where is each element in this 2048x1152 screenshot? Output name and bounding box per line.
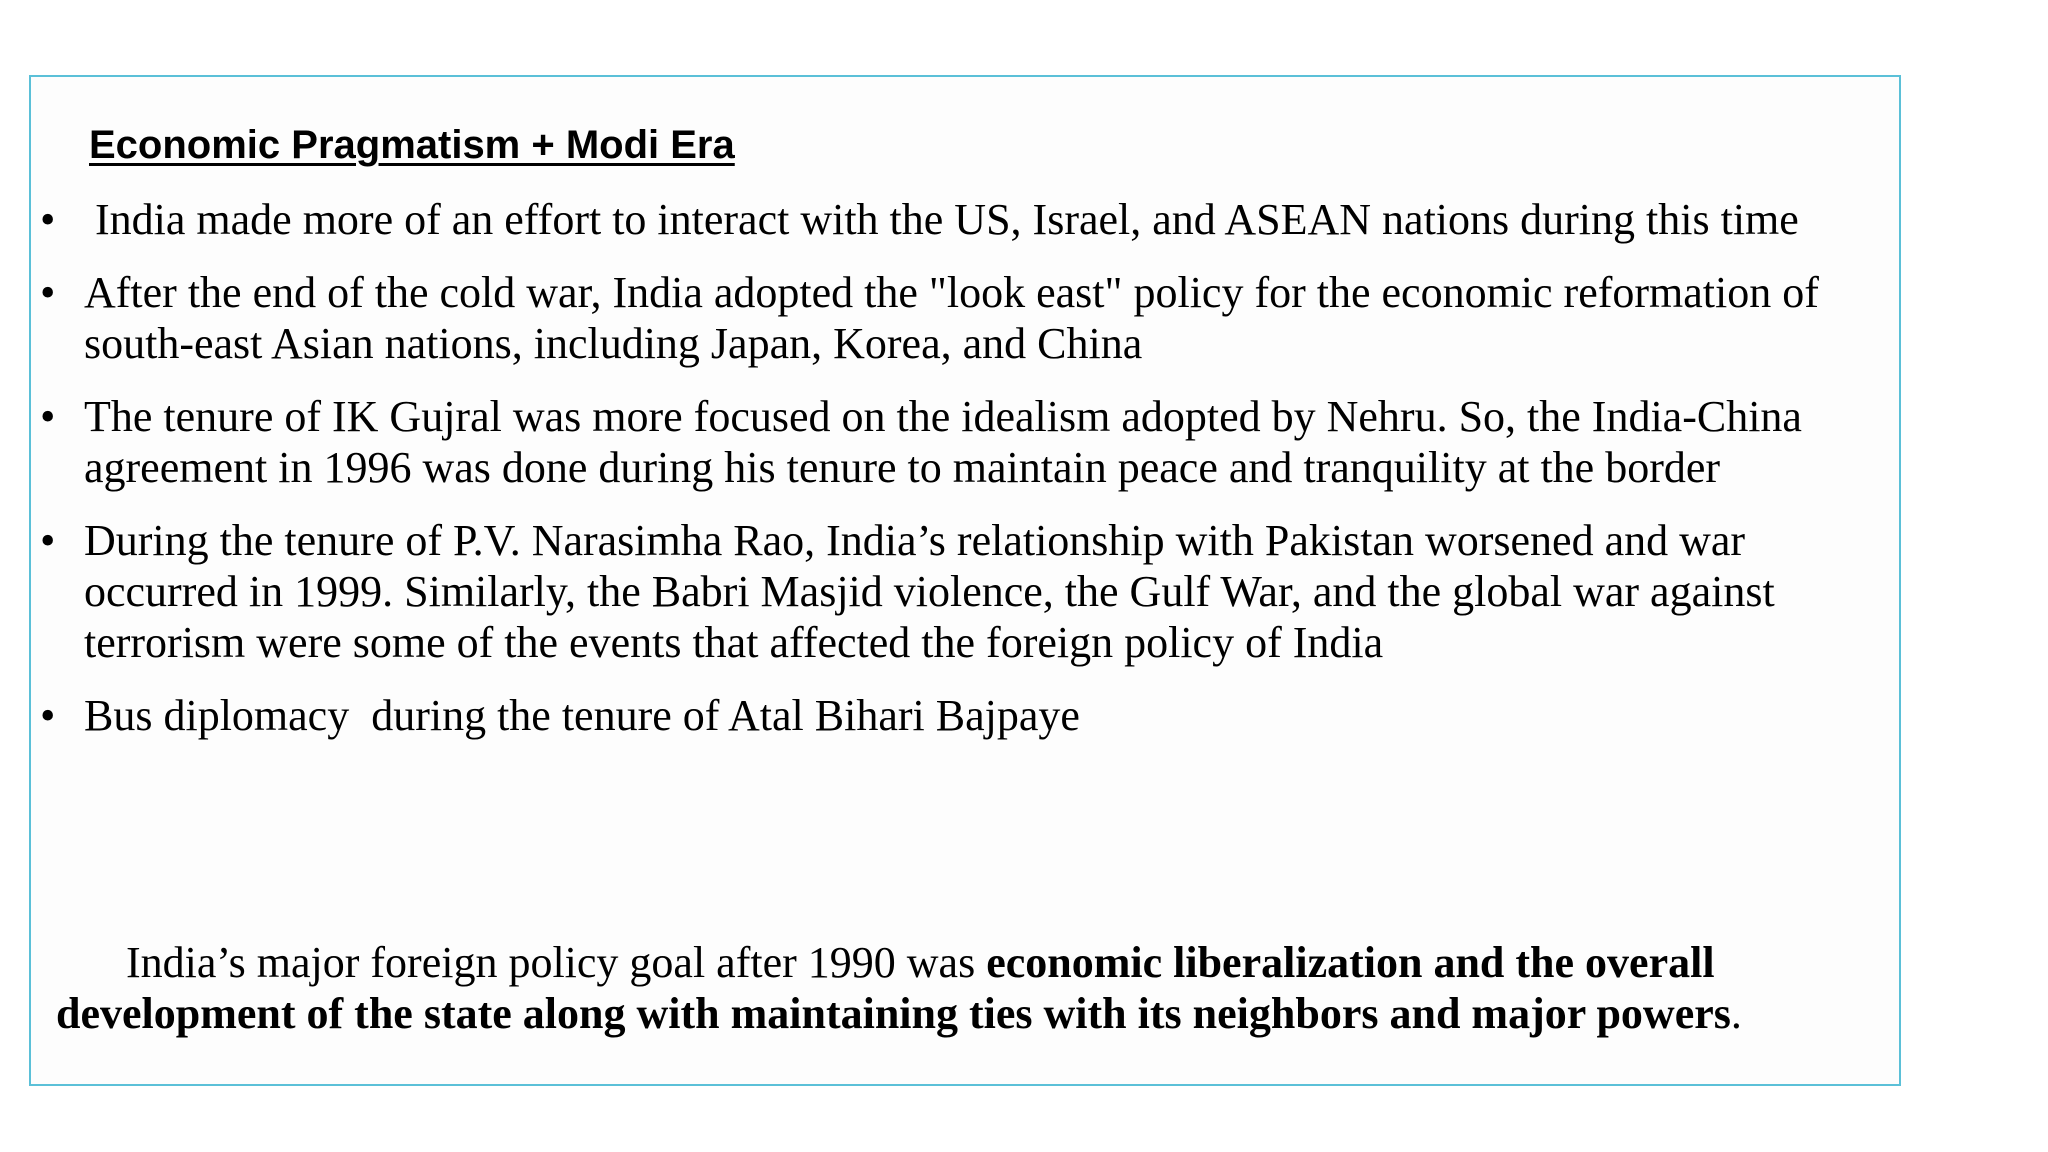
summary-end: .: [1730, 989, 1742, 1038]
bullet-text: During the tenure of P.V. Narasimha Rao, India’s relationship with Pakistan worsened and war occurred in 1999. Similarly, the Babri Masjid violence, the Gulf War, and the global war against terrorism were some of the events that affected the foreign policy of India: [84, 516, 1775, 667]
bullet-item: [40, 267, 1890, 369]
bullet-marker: •: [40, 516, 56, 565]
bullet-item: [40, 194, 1890, 245]
slide-heading: Economic Pragmatism + Modi Era: [89, 123, 735, 167]
bullet-item: [40, 515, 1890, 668]
bullet-marker: •: [40, 392, 56, 441]
bullet-marker: •: [40, 195, 56, 244]
summary-intro: India’s major foreign policy goal after 1990 was: [126, 938, 987, 987]
bullet-item: [40, 690, 1890, 741]
summary-paragraph: [56, 937, 1896, 1039]
bullet-text: The tenure of IK Gujral was more focused on the idealism adopted by Nehru. So, the India-China agreement in 1996 was done during his tenure to maintain peace and tranquility at the border: [84, 392, 1802, 492]
bullet-text: India made more of an effort to interact with the US, Israel, and ASEAN nations during this time: [84, 195, 1799, 244]
bullet-marker: •: [40, 691, 56, 740]
summary-emphasis: economic liberalization and the overall development of the state along with maintaining ties with its neighbors and major powers: [56, 938, 1731, 1038]
bullet-list: [40, 194, 1890, 763]
bullet-text: After the end of the cold war, India adopted the "look east" policy for the economic reformation of south-east Asian nations, including Japan, Korea, and China: [84, 268, 1819, 368]
bullet-marker: •: [40, 268, 56, 317]
bullet-text: Bus diplomacy during the tenure of Atal Bihari Bajpaye: [84, 691, 1080, 740]
bullet-item: [40, 391, 1890, 493]
